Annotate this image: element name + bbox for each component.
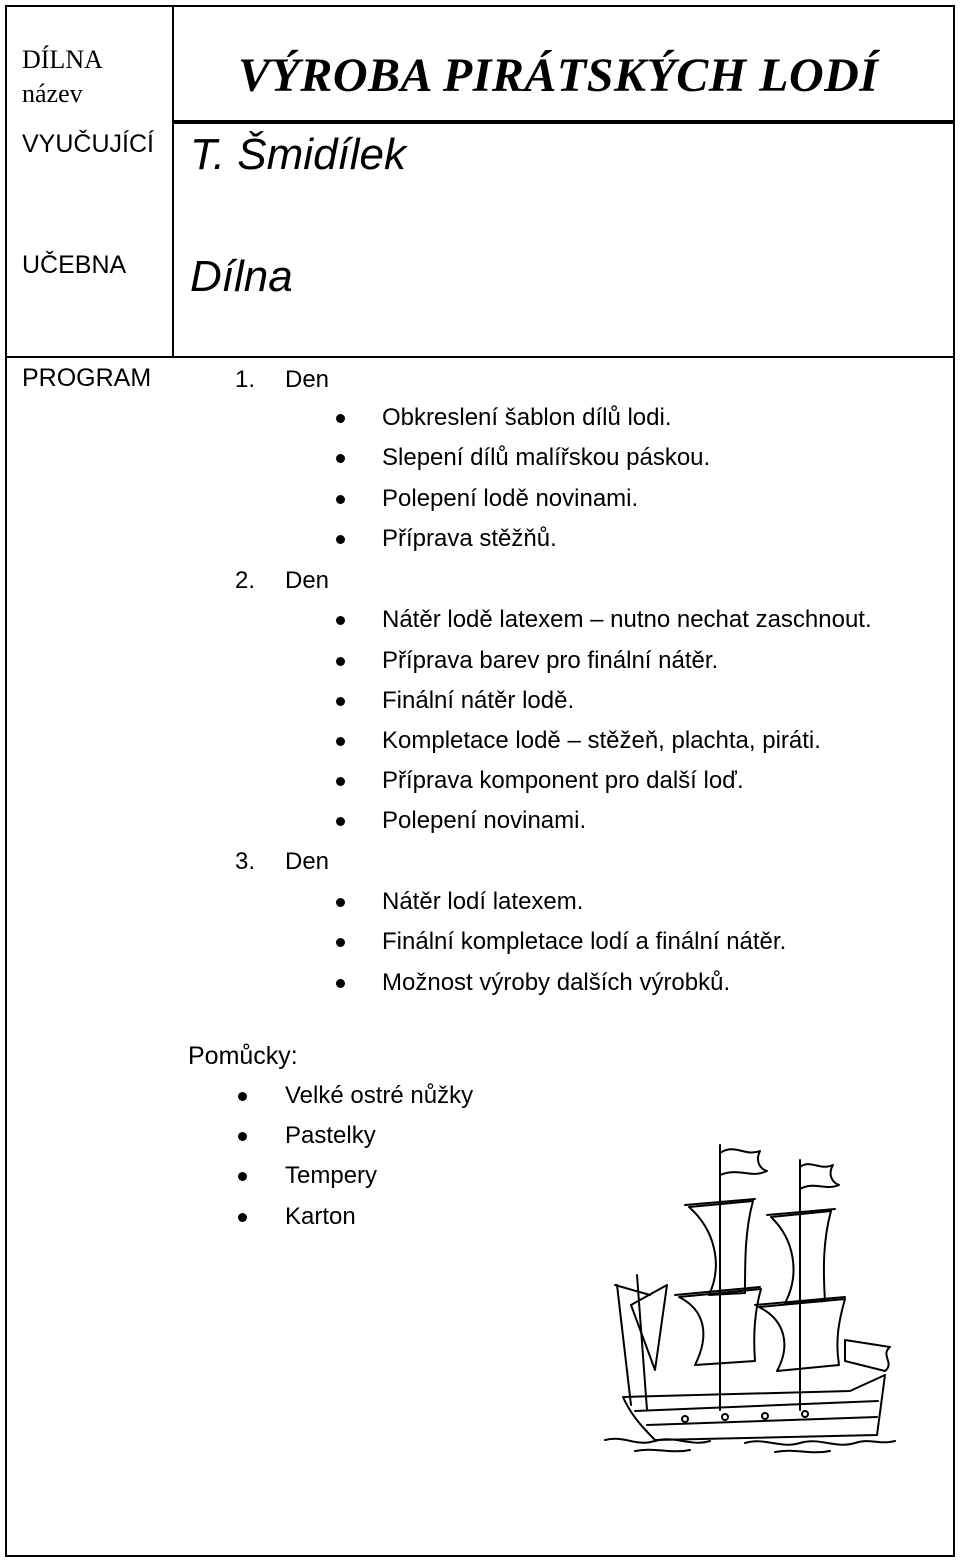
bullet-icon	[238, 1132, 247, 1141]
bullet-icon	[336, 657, 345, 666]
bullet-icon	[336, 697, 345, 706]
page-title: VÝROBA PIRÁTSKÝCH LODÍ	[238, 49, 879, 102]
room-label: UČEBNA	[22, 251, 127, 279]
bullet-icon	[336, 898, 345, 907]
column-divider	[172, 5, 174, 357]
teacher-name: T. Šmidílek	[190, 130, 407, 179]
day-label: Den	[285, 366, 330, 393]
title-underline	[174, 120, 955, 124]
day-number: 3.	[235, 848, 256, 875]
day-number: 1.	[235, 366, 256, 393]
tools-label: Pomůcky:	[188, 1042, 298, 1070]
day-label: Den	[285, 567, 330, 594]
bullet-icon	[336, 737, 345, 746]
teacher-label: VYUČUJÍCÍ	[22, 130, 154, 158]
bullet-icon	[336, 817, 345, 826]
bullet-icon	[336, 979, 345, 988]
bullet-icon	[336, 414, 345, 423]
bullet-icon	[336, 454, 345, 463]
nazev-label: název	[22, 79, 83, 108]
bullet-icon	[336, 777, 345, 786]
bullet-icon	[336, 616, 345, 625]
pirate-ship-icon	[595, 1135, 905, 1455]
bullet-icon	[336, 535, 345, 544]
bullet-icon	[238, 1172, 247, 1181]
day-label: Den	[285, 848, 330, 875]
dilna-label: DÍLNA	[22, 45, 103, 74]
day-heading	[235, 848, 329, 876]
program-label: PROGRAM	[22, 364, 152, 392]
bullet-icon	[336, 495, 345, 504]
header-divider	[5, 356, 955, 358]
day-heading	[235, 567, 329, 595]
bullet-icon	[336, 938, 345, 947]
day-number: 2.	[235, 567, 256, 594]
day-heading	[235, 366, 329, 394]
bullet-icon	[238, 1213, 247, 1222]
room-name: Dílna	[190, 252, 293, 301]
bullet-icon	[238, 1092, 247, 1101]
